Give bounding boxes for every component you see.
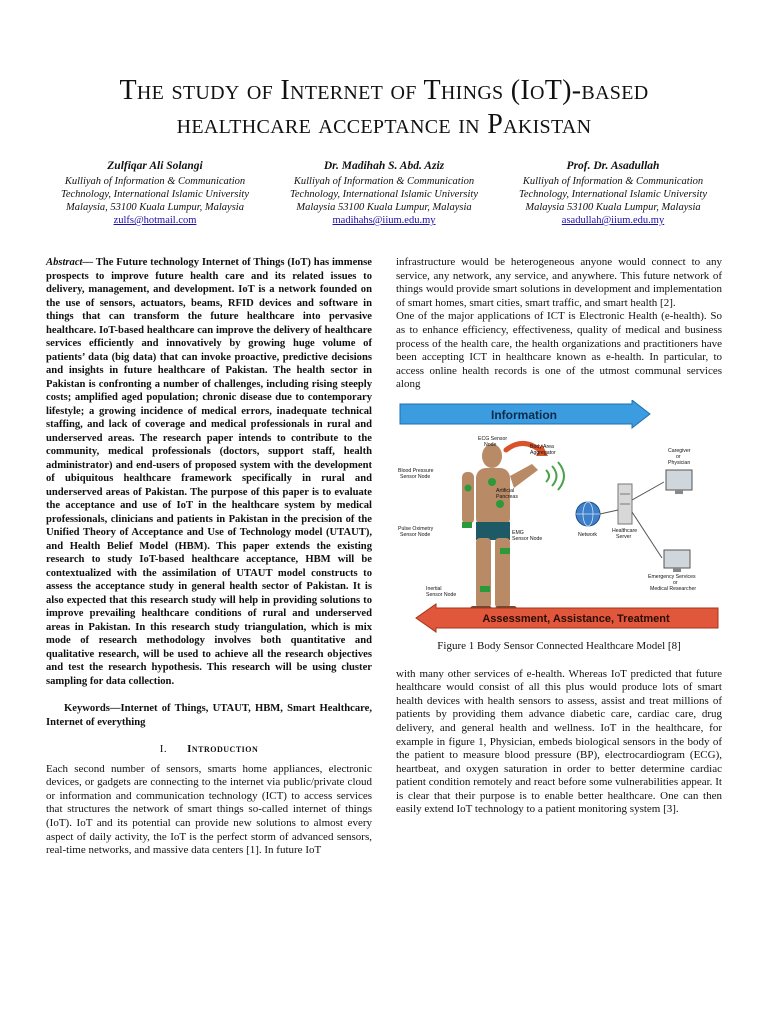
inertial-sensor-label: Inertial xyxy=(426,585,442,592)
patient-figure-image xyxy=(462,443,548,614)
svg-text:Pulse OximetrySensor Node: Pulse Oximetry Sensor Node xyxy=(398,525,434,538)
svg-text:Body AreaAggregator: Body Area Aggregator xyxy=(530,443,556,456)
network-label: Network xyxy=(578,531,598,538)
emergency-monitor-icon xyxy=(664,550,690,572)
figure-caption: Figure 1 Body Sensor Connected Healthcare Model [8] xyxy=(437,639,681,652)
author-affiliation-line: Malaysia 53100 Kuala Lumpur, Malaysia xyxy=(525,202,701,213)
svg-text:ArtificialPancreas: Artificial Pancreas xyxy=(496,487,518,500)
artificial-pancreas-label: Artificial xyxy=(496,487,515,494)
title-line-2: healthcare acceptance in Pakistan xyxy=(176,109,592,140)
right-paragraph-2: One of the major applications of ICT is Electronic Health (e-health). So as to enhance efficiency, effectiveness, quality of medical and business process of the health care, the health organizations and practitioners have been accepting ICT in healthcare known as e-health. In particular, to access online health records is one of the utmost communal services along xyxy=(396,310,722,391)
healthcare-server-icon xyxy=(618,484,632,524)
svg-text:Emergency ServicesorMedical Re: Emergency Services or Medical Researcher xyxy=(648,573,697,592)
emergency-services-label: Emergency Services xyxy=(648,573,696,580)
right-paragraph-1: infrastructure would be heterogeneous anyone would connect to any service, any network, any service, and anywhere. This future network of things would provide smart solutions in development and implementation of smart homes, smart cities, smart traffic, and smart health [2]. xyxy=(396,256,722,309)
author-affiliation-line: Malaysia 53100 Kuala Lumpur, Malaysia xyxy=(296,202,472,213)
caregiver-label: Caregiver xyxy=(668,447,691,454)
emg-sensor-label: EMG xyxy=(512,529,524,536)
svg-text:EMGSensor Node: EMG Sensor Node xyxy=(512,529,543,542)
author-affiliation-line: Kulliyah of Information & Communication xyxy=(293,176,475,187)
author-affiliation-line: Kulliyah of Information & Communication xyxy=(64,176,246,187)
svg-text:ECG SensorNode: ECG Sensor Node xyxy=(478,435,508,448)
assessment-banner xyxy=(416,604,718,632)
right-paragraph-3: with many other services of e-health. Whereas IoT predicted that future healthcare would consist of all this plus would produce lots of smart health devices with health sensors to assess, assist and treat millions of patients by providing them advance diabetic care, cardiac care, drug delivery, and general health and wellness. IoT in the healthcare, for example in figure 1, Physician, embeds biological sensors in the body of the patient to measure blood pressure (BP), electrocardiogram (ECG), heartbeat, and oxygen saturation in order to better determine cardiac patient condition remotely and react before some vulnerabilities appear. It is clear that their purpose is to enable better healthcare. One can then easily extend IoT technology to a patient monitoring system [3]. xyxy=(396,667,722,816)
intro-paragraph: Each second number of sensors, smarts home appliances, electronic devices, or gadgets are connecting to the internet via public/private cloud or information and communication technology (ICT) to access services that structures the network of smart things so-called internet of things (IoT). IoT and its potential can provide new solutions to almost every aspect of daily activity, the IoT is the perfect storm of advanced sensors, real-time networks, and massive data centers [1]. In future IoT xyxy=(46,762,372,857)
svg-text:CaregiverorPhysician: Caregiver or Physician xyxy=(668,447,691,466)
author-3 xyxy=(498,160,728,227)
wireless-signal-icon xyxy=(546,462,564,490)
author-email-link[interactable]: zulfs@hotmail.com xyxy=(113,215,197,226)
author-2 xyxy=(269,160,499,227)
section-title: Introduction xyxy=(187,743,259,755)
caregiver-monitor-icon xyxy=(666,470,692,494)
author-name: Prof. Dr. Asadullah xyxy=(566,160,660,172)
left-column xyxy=(46,256,372,858)
section-number: I. xyxy=(159,743,168,755)
author-affiliation-line: Malaysia, 53100 Kuala Lumpur, Malaysia xyxy=(66,202,244,213)
abstract-text: The Future technology Internet of Things (IoT) has immense prospects to improve future health care and its related issues to delivery, management, and development. IoT is a network founded on the use of sensors, actuators, beams, RFID devices and software in things that can transform the future healthcare into pervasive healthcare. IoT-based healthcare can improve the delivery of healthcare services efficiently and innovatively by growing huge volume of patients’ data (big data) that can invoke proactive, predictive decisions and insights in future healthcare of Pakistan. The health sector in Pakistan is confronting a number of challenges, including rising steeply costs; amplified aged population; chronic disease due to contemporary lifestyle; a growing incidence of medical errors, inadequate technical staffing, and lack of coverage and medical professionals in rural and underserved areas. The research paper intends to contribute to the community, medical professionals (doctors, support staff, health administrator) and end-users of proposed system with the development of ubiquitous healthcare framework specifically in rural and underserved areas of Pakistan. The purpose of this paper is to evaluate the acceptance and use of IoT in the healthcare system by medical professionals, clinicians and patients in Pakistan in the precision of the Unified Theory of Acceptance and Use of Technology model (UTAUT), and Health Belief Model (HBM). This paper extends the existing research to study IoT-based healthcare acceptance, HBM will be contextualized with the assimilation of UTAUT model constructs to assess the acceptance study in general health sector of Pakistan. It is also expected that this research study will help in providing solutions to improve prevailing healthcare conditions of rural and underserved areas in Pakistan. In this research study triangulation, which is mix mode of research methodology involves both quantitative and qualitative research, will be used to achieve all the research objectives and test the research hypothesis. This research will be using cluster sampling for data collection. xyxy=(46,257,372,687)
author-1 xyxy=(40,160,270,227)
svg-text:InertialSensor Node: Inertial Sensor Node xyxy=(426,585,457,598)
author-email-link[interactable]: madihahs@iium.edu.my xyxy=(332,215,436,226)
abstract xyxy=(46,256,372,688)
section-heading-introduction xyxy=(46,743,372,757)
author-affiliation-line: Kulliyah of Information & Communication xyxy=(522,176,704,187)
body-area-aggregator-label: Body Area xyxy=(530,443,554,450)
paper-title xyxy=(40,74,728,142)
figure-1 xyxy=(396,400,722,636)
healthcare-server-label: Healthcare xyxy=(612,527,638,534)
author-affiliation-line: Technology, International Islamic University xyxy=(60,189,249,200)
author-email-link[interactable]: asadullah@iium.edu.my xyxy=(561,215,665,226)
author-block xyxy=(40,160,728,226)
information-banner xyxy=(400,400,650,428)
svg-text:HealthcareServer: Healthcare Server xyxy=(612,527,638,540)
assessment-banner-label: Assessment, Assistance, Treatment xyxy=(482,612,670,625)
network-globe-icon xyxy=(576,502,600,526)
pulse-oximetry-label: Pulse Oximetry xyxy=(398,525,434,532)
right-column xyxy=(396,256,722,817)
blood-pressure-label: Blood Pressure xyxy=(398,467,434,474)
svg-text:Blood PressureSensor Node: Blood Pressure Sensor Node xyxy=(398,467,434,480)
ecg-sensor-label: ECG Sensor xyxy=(478,435,508,442)
body-sensor-diagram xyxy=(396,400,722,636)
keywords: Keywords—Internet of Things, UTAUT, HBM, Smart Healthcare, Internet of everything xyxy=(46,703,372,728)
title-line-1: The study of Internet of Things (IoT)-based xyxy=(119,75,649,106)
author-name: Dr. Madihah S. Abd. Aziz xyxy=(323,160,445,172)
author-affiliation-line: Technology, International Islamic University xyxy=(289,189,478,200)
author-affiliation-line: Technology, International Islamic University xyxy=(518,189,707,200)
information-banner-label: Information xyxy=(491,407,557,422)
abstract-label: Abstract— xyxy=(46,257,94,268)
author-name: Zulfiqar Ali Solangi xyxy=(107,160,203,172)
